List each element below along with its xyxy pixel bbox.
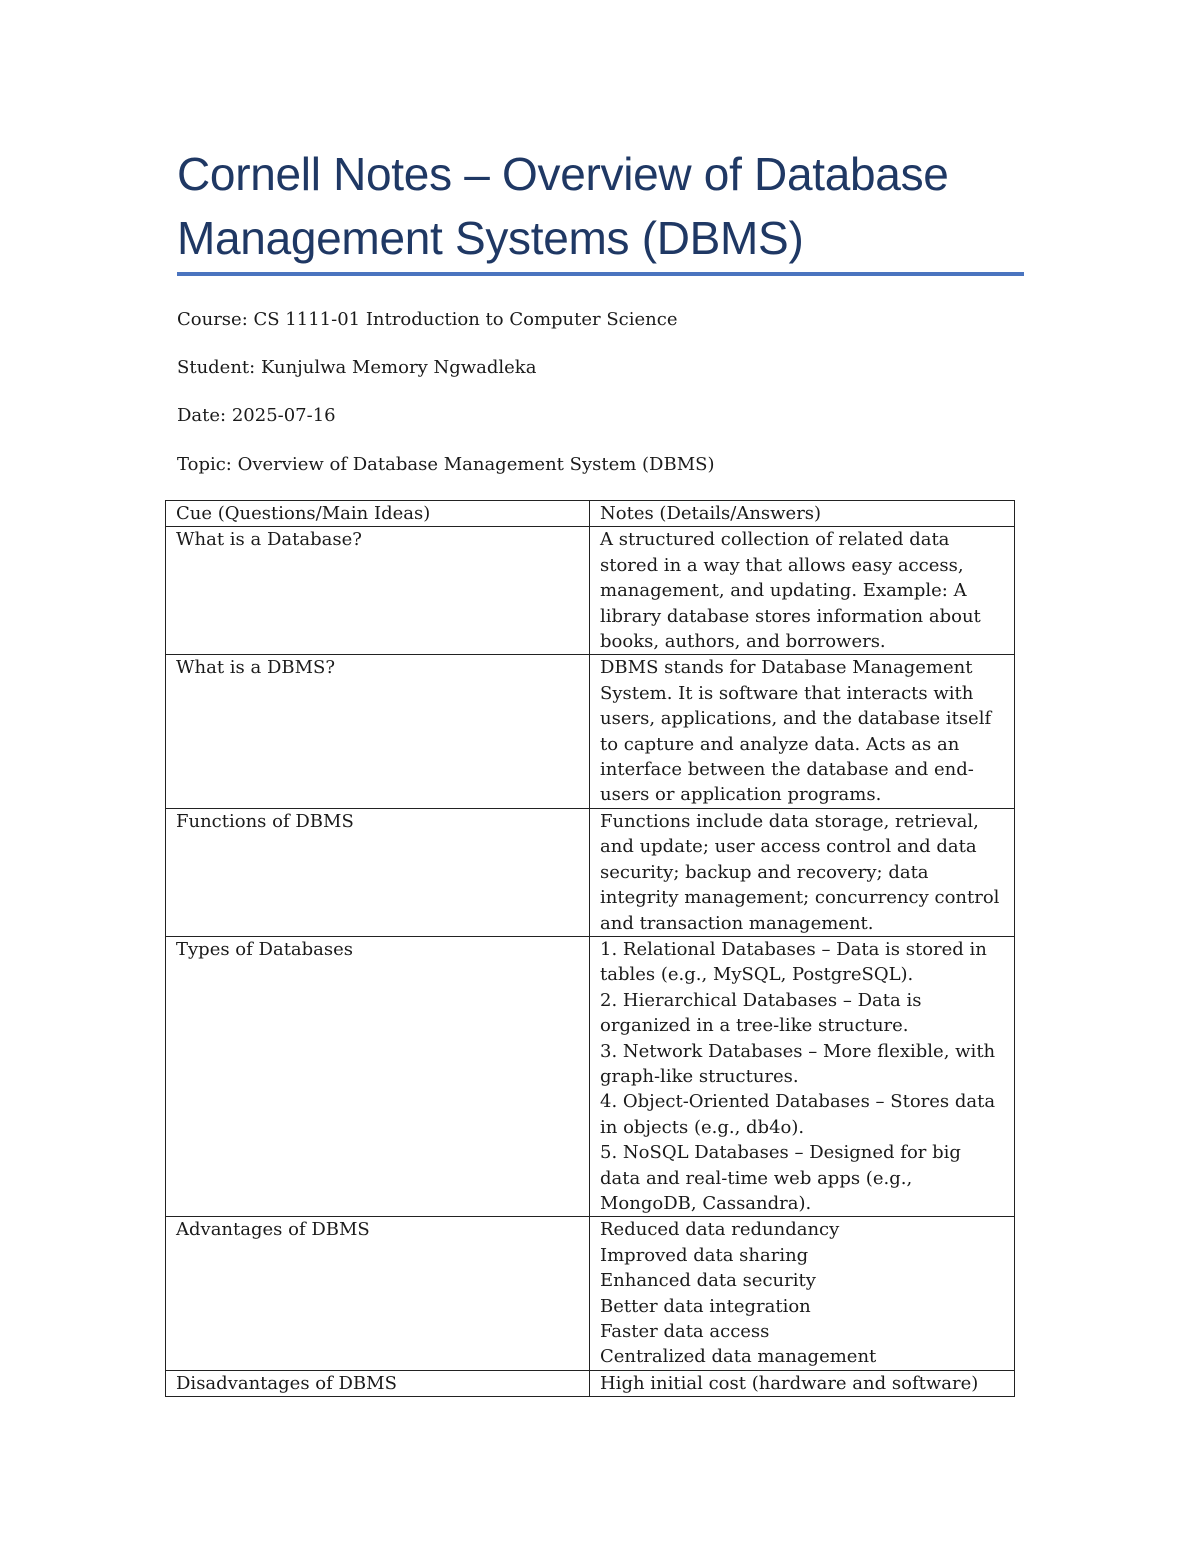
table-header-row <box>166 501 1015 527</box>
note-line: Faster data access <box>600 1321 770 1342</box>
table-row <box>166 1370 1015 1396</box>
cue-cell: Types of Databases <box>166 936 590 1216</box>
table-row <box>166 808 1015 936</box>
note-line: High initial cost (hardware and software) <box>600 1372 979 1394</box>
note-line: DBMS stands for Database Management System. It is software that interacts with users, applications, and the database itself to capture and analyze data. Acts as an interface between the database and end-users or application programs. <box>600 657 992 806</box>
header-notes: Notes (Details/Answers) <box>590 501 1015 527</box>
title-underline <box>177 272 1024 276</box>
note-line: A structured collection of related data stored in a way that allows easy access, management, and updating. Example: A library database stores information about books, authors, and borrowers. <box>600 529 981 653</box>
notes-cell <box>590 1370 1015 1396</box>
note-line: 5. NoSQL Databases – Designed for big data and real-time web apps (e.g., MongoDB, Cassandra). <box>600 1142 961 1214</box>
notes-cell <box>590 527 1015 655</box>
notes-cell <box>590 655 1015 808</box>
note-line: Improved data sharing <box>600 1244 809 1266</box>
table-row <box>166 1217 1015 1370</box>
table-row <box>166 527 1015 655</box>
cue-cell: What is a Database? <box>166 527 590 655</box>
notes-cell <box>590 936 1015 1216</box>
table-row <box>166 655 1015 808</box>
cue-cell: Advantages of DBMS <box>166 1217 590 1370</box>
note-line: Centralized data management <box>600 1346 877 1368</box>
note-line: Better data integration <box>600 1295 811 1317</box>
note-line: 1. Relational Databases – Data is stored in tables (e.g., MySQL, PostgreSQL). <box>600 938 987 986</box>
student-line: Student: Kunjulwa Memory Ngwadleka <box>177 357 537 378</box>
header-cue: Cue (Questions/Main Ideas) <box>166 501 590 527</box>
notes-cell <box>590 1217 1015 1370</box>
table-row <box>166 936 1015 1216</box>
note-line: 4. Object-Oriented Databases – Stores data in objects (e.g., db4o). <box>600 1091 996 1138</box>
note-line: 3. Network Databases – More flexible, with graph-like structures. <box>600 1040 996 1087</box>
cue-cell: Functions of DBMS <box>166 808 590 936</box>
topic-line: Topic: Overview of Database Management System (DBMS) <box>177 454 715 475</box>
cue-cell: What is a DBMS? <box>166 655 590 808</box>
date-line: Date: 2025-07-16 <box>177 405 336 426</box>
note-line: Reduced data redundancy <box>600 1219 840 1241</box>
course-line: Course: CS 1111-01 Introduction to Computer Science <box>177 309 678 330</box>
cue-cell: Disadvantages of DBMS <box>166 1370 590 1396</box>
note-line: Enhanced data security <box>600 1270 816 1292</box>
cornell-notes-table <box>165 500 1015 1397</box>
note-line: 2. Hierarchical Databases – Data is organized in a tree-like structure. <box>600 989 922 1037</box>
notes-cell <box>590 808 1015 936</box>
document-title: Cornell Notes – Overview of Database Management Systems (DBMS) <box>177 148 949 264</box>
note-line: Functions include data storage, retrieval, and update; user access control and data security; backup and recovery; data integrity management; concurrency control and transaction management. <box>600 810 1000 934</box>
